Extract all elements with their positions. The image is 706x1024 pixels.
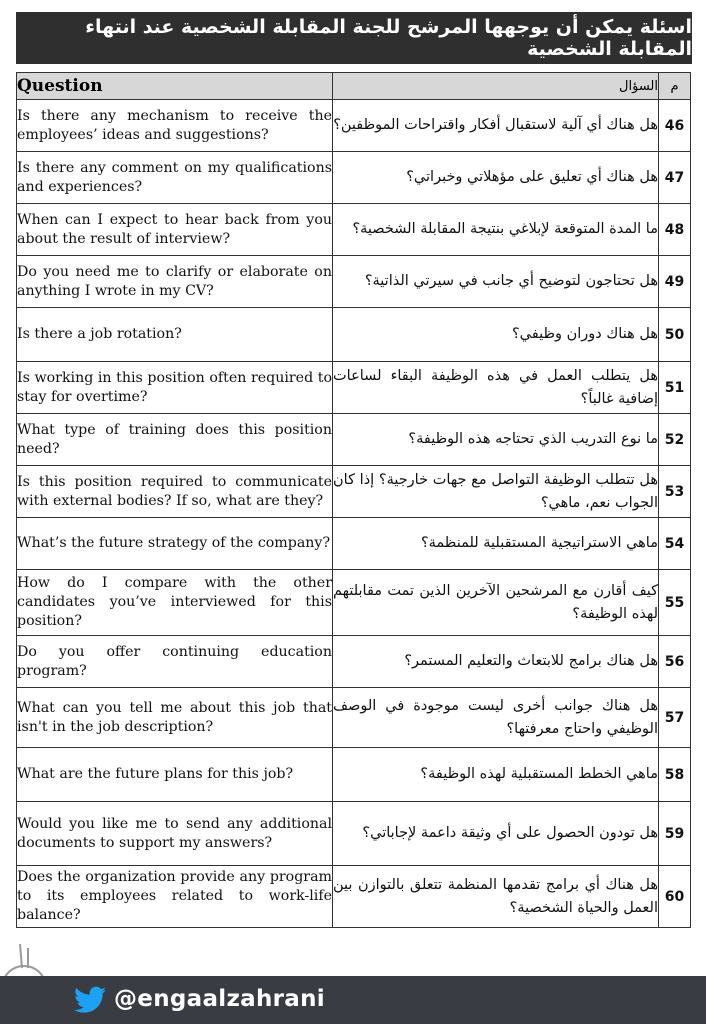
twitter-icon[interactable] [74, 986, 106, 1014]
question-arabic: هل هناك دوران وظيفي؟ [333, 308, 659, 362]
question-english: Would you like me to send any additional documents to support my answers? [17, 802, 333, 866]
question-number: 51 [659, 362, 691, 414]
question-arabic: هل تحتاجون لتوضيح أي جانب في سيرتي الذاتية؟ [333, 256, 659, 308]
table-header-row [17, 73, 691, 100]
page-title: اسئلة يمكن أن يوجهها المرشح للجنة المقابلة الشخصية عند انتهاء المقابلة الشخصية [85, 16, 692, 60]
question-arabic: ماهي الاستراتيجية المستقبلية للمنظمة؟ [333, 518, 659, 570]
question-english: What can you tell me about this job that isn't in the job description? [17, 688, 333, 748]
table-row [17, 204, 691, 256]
table-row [17, 688, 691, 748]
table-row [17, 866, 691, 928]
twitter-handle[interactable]: @engaalzahrani [114, 986, 325, 1012]
question-english: Does the organization provide any program to its employees related to work-life balance? [17, 866, 333, 928]
question-english: What are the future plans for this job? [17, 748, 333, 802]
question-number: 50 [659, 308, 691, 362]
question-arabic: هل هناك أي آلية لاستقبال أفكار واقتراحات الموظفين؟ [333, 100, 659, 152]
question-number: 56 [659, 636, 691, 688]
question-number: 57 [659, 688, 691, 748]
table-row [17, 636, 691, 688]
header-arabic: السؤال [333, 73, 659, 100]
question-arabic: هل هناك جوانب أخرى ليست موجودة في الوصف الوظيفي واحتاج معرفتها؟ [333, 688, 659, 748]
question-number: 48 [659, 204, 691, 256]
table-row [17, 256, 691, 308]
table-row [17, 100, 691, 152]
question-number: 55 [659, 570, 691, 636]
question-number: 53 [659, 466, 691, 518]
question-arabic: هل يتطلب العمل في هذه الوظيفة البقاء لساعات إضافية غالباً؟ [333, 362, 659, 414]
question-number: 59 [659, 802, 691, 866]
question-english: What’s the future strategy of the company? [17, 518, 333, 570]
table-row [17, 570, 691, 636]
table-row [17, 518, 691, 570]
question-number: 49 [659, 256, 691, 308]
question-arabic: هل هناك أي برامج تقدمها المنظمة تتعلق بالتوازن بين العمل والحياة الشخصية؟ [333, 866, 659, 928]
question-english: Do you need me to clarify or elaborate on anything I wrote in my CV? [17, 256, 333, 308]
question-english: Is this position required to communicate with external bodies? If so, what are they? [17, 466, 333, 518]
question-number: 54 [659, 518, 691, 570]
question-number: 58 [659, 748, 691, 802]
question-arabic: هل هناك برامج للابتعاث والتعليم المستمر؟ [333, 636, 659, 688]
question-arabic: كيف أقارن مع المرشحين الآخرين الذين تمت مقابلتهم لهذه الوظيفة؟ [333, 570, 659, 636]
table-row [17, 362, 691, 414]
table-row [17, 152, 691, 204]
question-english: Is working in this position often required to stay for overtime? [17, 362, 333, 414]
question-english: Do you offer continuing education program? [17, 636, 333, 688]
question-arabic: ما نوع التدريب الذي تحتاجه هذه الوظيفة؟ [333, 414, 659, 466]
question-arabic: ماهي الخطط المستقبلية لهذه الوظيفة؟ [333, 748, 659, 802]
question-number: 60 [659, 866, 691, 928]
question-arabic: هل تتطلب الوظيفة التواصل مع جهات خارجية؟ إذا كان الجواب نعم، ماهي؟ [333, 466, 659, 518]
table-row [17, 414, 691, 466]
question-arabic: هل هناك أي تعليق على مؤهلاتي وخبراتي؟ [333, 152, 659, 204]
header-number: م [659, 73, 691, 100]
footer-bar [0, 976, 706, 1024]
question-number: 46 [659, 100, 691, 152]
questions-table [16, 72, 691, 928]
question-english: Is there any mechanism to receive the employees’ ideas and suggestions? [17, 100, 333, 152]
header-english: Question [17, 73, 333, 100]
table-row [17, 308, 691, 362]
question-english: Is there a job rotation? [17, 308, 333, 362]
question-number: 47 [659, 152, 691, 204]
question-english: What type of training does this position need? [17, 414, 333, 466]
question-arabic: ما المدة المتوقعة لإبلاغي بنتيجة المقابلة الشخصية؟ [333, 204, 659, 256]
table-row [17, 802, 691, 866]
table-row [17, 466, 691, 518]
table-row [17, 748, 691, 802]
question-english: When can I expect to hear back from you about the result of interview? [17, 204, 333, 256]
question-number: 52 [659, 414, 691, 466]
page-title-bar [16, 12, 692, 64]
question-english: Is there any comment on my qualifications and experiences? [17, 152, 333, 204]
question-english: How do I compare with the other candidates you’ve interviewed for this position? [17, 570, 333, 636]
question-arabic: هل تودون الحصول على أي وثيقة داعمة لإجاباتي؟ [333, 802, 659, 866]
